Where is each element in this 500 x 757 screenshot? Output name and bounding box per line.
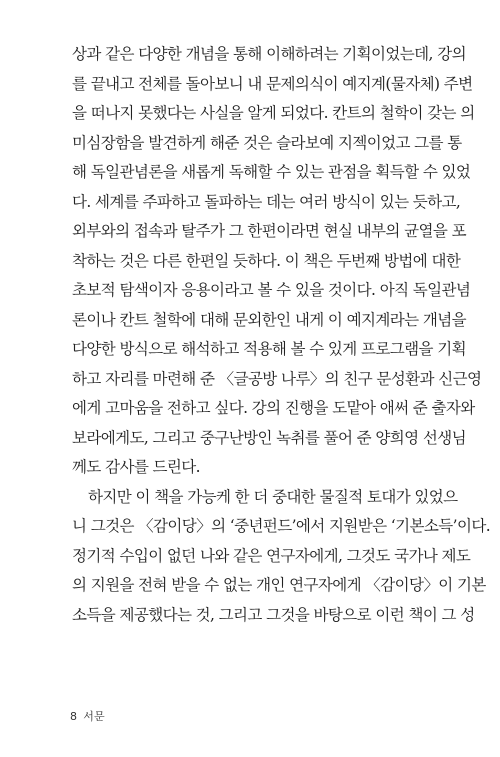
text-line: 다. 세계를 주파하고 돌파하는 데는 여러 방식이 있는 듯하고, [72,192,461,211]
text-line: 상과 같은 다양한 개념을 통해 이해하려는 기획이었는데, 강의 [72,45,466,63]
text-line: 소득을 제공했다는 것, 그리고 그것을 바탕으로 이런 책이 그 성 [72,605,475,624]
text-line: 을 떠나지 못했다는 사실을 알게 되었다. 칸트의 철학이 갖는 의 [72,104,475,122]
paragraph [72,40,482,483]
text-line: 니 그것은 〈감이당〉의 ‘중년펀드’에서 지원받은 ‘기본소득’이다. [72,517,491,535]
text-line: 하지만 이 책을 가능케 한 더 중대한 물질적 토대가 있었으 [88,487,458,506]
text-line: 다양한 방식으로 해석하고 적용해 볼 수 있게 프로그램을 기획 [72,340,466,358]
text-line: 론이나 칸트 철학에 대해 문외한인 내게 이 예지계라는 개념을 [72,310,466,329]
text-line: 의 지원을 전혀 받을 수 없는 개인 연구자에게 〈감이당〉이 기본 [72,576,486,594]
text-line: 초보적 탐색이자 응용이라고 볼 수 있을 것이다. 아직 독일관념 [72,281,471,299]
text-line: 를 끝내고 전체를 돌아보니 내 문제의식이 예지계(물자체) 주변 [72,74,473,93]
text-line: 께도 감사를 드린다. [72,458,200,476]
text-line: 에게 고마움을 전하고 싶다. 강의 진행을 도맡아 애써 준 출자와 [72,399,475,417]
text-line: 해 독일관념론을 새롭게 독해할 수 있는 관점을 획득할 수 있었 [72,163,471,181]
text-line: 외부와의 접속과 탈주가 그 한편이라면 현실 내부의 균열을 포 [72,222,466,240]
paragraph [72,483,491,631]
page-footer [70,708,105,724]
text-line: 정기적 수입이 없던 나와 같은 연구자에게, 그것도 국가나 제도 [72,546,471,565]
text-line: 미심장함을 발견하게 해준 것은 슬라보예 지젝이었고 그를 통 [72,133,462,152]
body-text [72,40,491,630]
page-number: 8 [70,710,78,723]
text-line: 하고 자리를 마련해 준 〈글공방 나루〉의 친구 문성환과 신근영 [72,369,482,388]
text-line: 착하는 것은 다른 한편일 듯하다. 이 책은 두번째 방법에 대한 [72,251,461,270]
text-line: 보라에게도, 그리고 중구난방인 녹취를 풀어 준 양희영 선생님 [72,428,466,447]
section-title: 서문 [83,710,105,723]
